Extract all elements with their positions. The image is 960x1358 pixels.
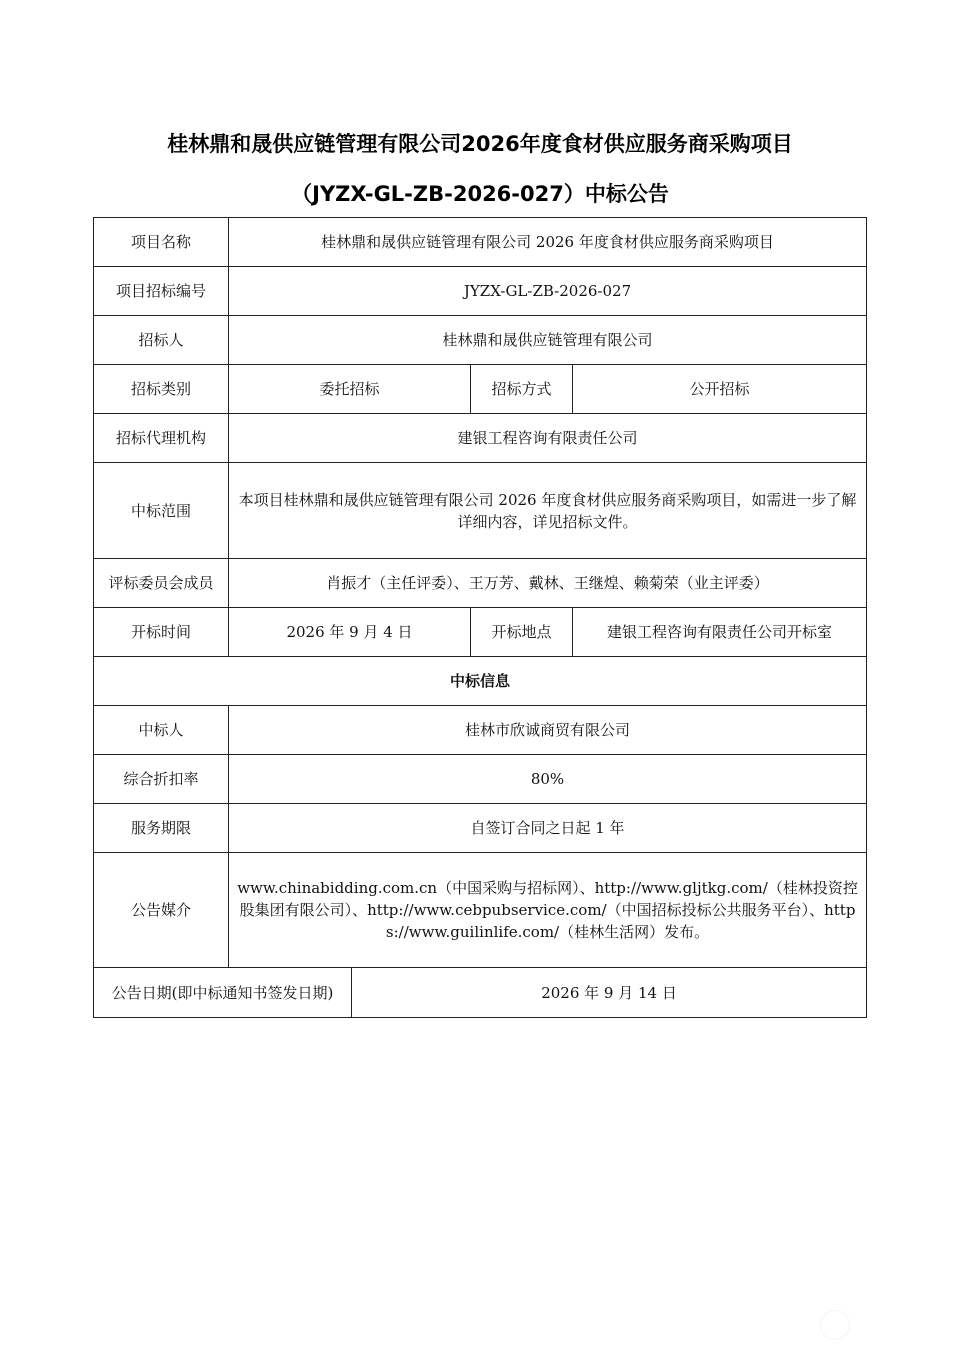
tenderer-value: 桂林鼎和晟供应链管理有限公司 — [229, 316, 867, 365]
opening-time-label: 开标时间 — [94, 608, 229, 657]
table-row — [94, 608, 867, 657]
table-row — [94, 267, 867, 316]
committee-value: 肖振才（主任评委）、王万芳、戴林、王继煌、赖菊荣（业主评委） — [229, 559, 867, 608]
scope-label: 中标范围 — [94, 463, 229, 559]
table-row — [94, 218, 867, 267]
announcement-title-line2: （JYZX-GL-ZB-2026-027）中标公告 — [291, 182, 669, 206]
table-row — [94, 463, 867, 559]
discount-value: 80% — [229, 755, 867, 804]
section-heading: 中标信息 — [94, 657, 867, 706]
table-row — [94, 316, 867, 365]
agency-value: 建银工程咨询有限责任公司 — [229, 414, 867, 463]
announce-date-value: 2026 年 9 月 14 日 — [352, 968, 867, 1018]
table-row — [94, 853, 867, 968]
tender-type-label: 招标类别 — [94, 365, 229, 414]
announce-date-label: 公告日期(即中标通知书签发日期) — [94, 968, 352, 1018]
announcement-table — [93, 217, 867, 1018]
service-period-value: 自签订合同之日起 1 年 — [229, 804, 867, 853]
tenderer-label: 招标人 — [94, 316, 229, 365]
table-row — [94, 968, 867, 1018]
tender-method-label: 招标方式 — [471, 365, 573, 414]
scope-value: 本项目桂林鼎和晟供应链管理有限公司 2026 年度食材供应服务商采购项目，如需进一步了解详细内容，详见招标文件。 — [229, 463, 867, 559]
opening-time-value: 2026 年 9 月 4 日 — [229, 608, 471, 657]
winner-value: 桂林市欣诚商贸有限公司 — [229, 706, 867, 755]
media-value: www.chinabidding.com.cn（中国采购与招标网）、http://www.gljtkg.com/（桂林投资控股集团有限公司）、http://www.cebpubservice.com/（中国招标投标公共服务平台）、https://www.guilinlife.com/（桂林生活网）发布。 — [229, 853, 867, 968]
table-row — [94, 657, 867, 706]
table-row — [94, 414, 867, 463]
discount-label: 综合折扣率 — [94, 755, 229, 804]
project-name-value: 桂林鼎和晟供应链管理有限公司 2026 年度食材供应服务商采购项目 — [229, 218, 867, 267]
table-row — [94, 365, 867, 414]
project-name-label: 项目名称 — [94, 218, 229, 267]
opening-place-value: 建银工程咨询有限责任公司开标室 — [573, 608, 867, 657]
table-row — [94, 559, 867, 608]
tender-type-value: 委托招标 — [229, 365, 471, 414]
committee-label: 评标委员会成员 — [94, 559, 229, 608]
opening-place-label: 开标地点 — [471, 608, 573, 657]
project-code-value: JYZX-GL-ZB-2026-027 — [229, 267, 867, 316]
announcement-title-line1: 桂林鼎和晟供应链管理有限公司2026年度食材供应服务商采购项目 — [167, 132, 793, 156]
table-row — [94, 706, 867, 755]
table-row — [94, 804, 867, 853]
media-label: 公告媒介 — [94, 853, 229, 968]
table-row — [94, 755, 867, 804]
winner-label: 中标人 — [94, 706, 229, 755]
service-period-label: 服务期限 — [94, 804, 229, 853]
tender-method-value: 公开招标 — [573, 365, 867, 414]
watermark-mark — [820, 1310, 850, 1340]
agency-label: 招标代理机构 — [94, 414, 229, 463]
project-code-label: 项目招标编号 — [94, 267, 229, 316]
